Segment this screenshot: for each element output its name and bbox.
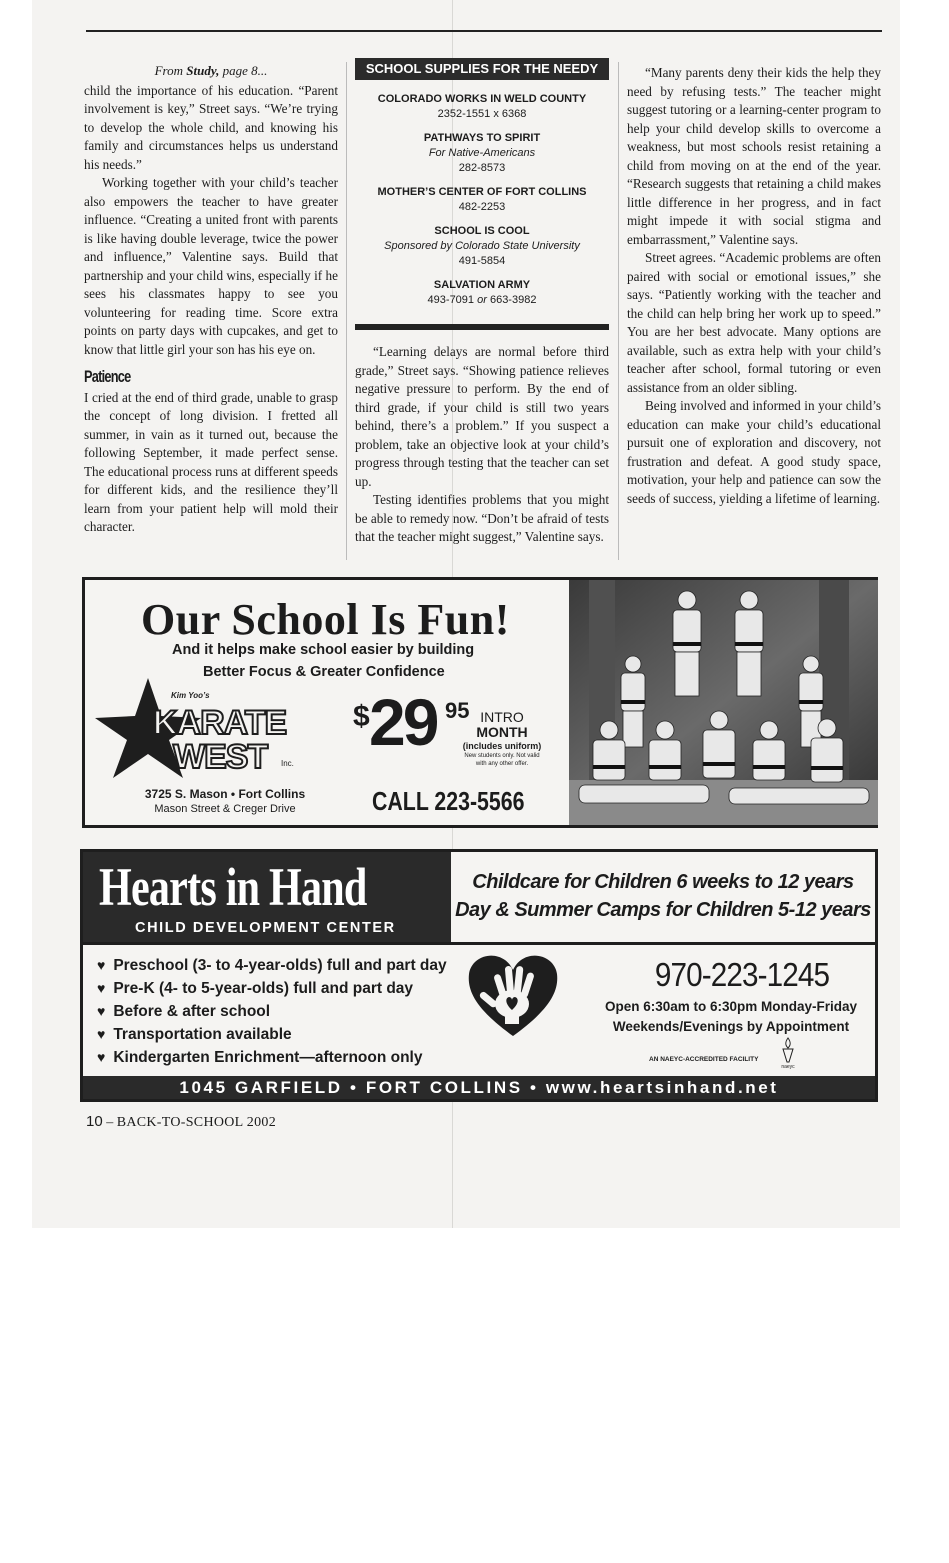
sidebar-entry-1 [355, 92, 609, 122]
sidebar-entry-note: Sponsored by Colorado State University [384, 240, 580, 252]
fine-print-2: with any other offer. [475, 761, 529, 767]
article-column-2 [355, 343, 609, 547]
article-column-3 [627, 64, 881, 508]
column2-paragraph-1: “Learning delays are normal before third grade,” Street says. “Showing patience relieves negative pressure to perform. By the end of third grade, if your child is still two years behind, there’s a problem.” If you suspect a problem, take an objective look at your child’s progress through testing that the teacher can set up. [355, 344, 609, 489]
price-dollars: 29 [369, 685, 437, 759]
column3-paragraph-1: “Many parents deny their kids the help they need by refusing tests.” The teacher might suggest tutoring or a learning-center program to help your child develop skills to overcome a weakness, but most schools resist retaining a child from moving on at the end of the year. “Research suggests that retaining a child makes little difference in her progress, and in fact might impede it with social stigma and embarrassment,” Valentine says. [627, 65, 881, 247]
price-cents: 95 [445, 698, 470, 723]
sidebar-entry-or: or [477, 294, 487, 306]
sidebar-entry-phone: 282-8573 [458, 162, 506, 174]
hearts-ad-phone: 970-223-1245 [654, 956, 830, 993]
hearts-ad-tagline: CHILD DEVELOPMENT CENTER [135, 920, 396, 936]
continued-prefix: From [154, 63, 183, 78]
karate-logo-owner: Kim Yoo’s [171, 691, 210, 700]
page-folio [86, 1113, 276, 1131]
price-dollar-sign: $ [353, 700, 370, 733]
folio-dash: – [106, 1115, 114, 1130]
heart-hand-icon [467, 952, 559, 1038]
hearts-in-hand-ad [80, 849, 878, 1102]
karate-ad-headline: Our School Is Fun! [141, 595, 510, 644]
sidebar-entry-name: COLORADO WORKS IN WELD COUNTY [377, 93, 587, 105]
sidebar-entry-phone: 491-5854 [458, 255, 506, 267]
naeyc-wordmark: naeyc [781, 1064, 795, 1070]
subhead-patience: Patience [84, 367, 131, 386]
hearts-ad-childcare-line-2: Day & Summer Camps for Children 5-12 years [455, 899, 871, 921]
sidebar-entry-name: SALVATION ARMY [433, 279, 531, 291]
column3-paragraph-2: Street agrees. “Academic problems are often paired with social or emotional issues,” she says. “Patiently working with the teacher and the child can help bring her work up to speed.” You are her best advocate. Many options are available, such as extra help with your child’s teacher after school, formal tutoring or even assistance from an older sibling. [627, 250, 881, 395]
fine-print-1: New students only. Not valid [464, 753, 540, 759]
column2-paragraph-2: Testing identifies problems that you might be able to remedy now. “Don’t be afraid of tests that the teacher might suggest,” Valentine says. [355, 492, 609, 544]
section-name: BACK-TO-SCHOOL 2002 [116, 1115, 277, 1130]
hearts-hours-line-1: Open 6:30am to 6:30pm Monday-Friday [604, 999, 858, 1014]
karate-logo-west: WEST [173, 738, 268, 776]
karate-logo-word: KARATE [153, 704, 287, 742]
sidebar-entry-phone: 2352-1551 x 6368 [437, 108, 527, 120]
intro-month-offer [457, 710, 547, 768]
list-item: ♥ Before & after school [97, 1000, 447, 1023]
karate-address-line-2: Mason Street & Creger Drive [154, 803, 296, 815]
list-item: ♥ Kindergarten Enrichment—afternoon only [97, 1046, 447, 1069]
karate-west-ad [82, 577, 878, 828]
karate-address-line-1: 3725 S. Mason • Fort Collins [144, 787, 306, 801]
karate-logo-inc: Inc. [281, 759, 294, 768]
hearts-ad-childcare-line-1: Childcare for Children 6 weeks to 12 years [472, 871, 854, 893]
hearts-ad-name: Hearts in Hand [99, 857, 367, 917]
column-divider-1 [346, 62, 347, 560]
continued-source: Study, [186, 63, 220, 78]
sidebar-bottom-rule [355, 324, 609, 330]
sidebar-entry-note: For Native-Americans [428, 147, 536, 159]
month-label: MONTH [476, 724, 528, 740]
karate-west-logo [93, 676, 333, 780]
sidebar-entry-phones [355, 293, 609, 308]
sidebar-entry-phone-2: 663-3982 [489, 294, 537, 306]
sidebar-entry-name: SCHOOL IS COOL [434, 225, 530, 237]
uniform-note: (includes uniform) [462, 741, 542, 751]
top-rule [86, 30, 882, 32]
list-item: ♥ Transportation available [97, 1023, 447, 1046]
naeyc-torch-icon [779, 1036, 797, 1070]
hearts-ad-name-box [83, 852, 451, 942]
school-supplies-sidebar [355, 58, 609, 308]
sidebar-entry-phone: 493-7091 [427, 294, 475, 306]
continued-page: page 8... [222, 63, 268, 78]
column1-paragraph-1: child the importance of his education. “Parent involvement is key,” Street says. “We’re trying to develop the whole child, and knowing his family and circumstances helps us understand his needs.” [84, 82, 338, 172]
column1-paragraph-3: I cried at the end of third grade, unable to grasp the concept of long division. I fretted all summer, in vain as it turned out, because the following September, it made perfect sense. The educational process runs at different speeds for different kids, and the resilience they’ll learn from your patient help will mold their character. [84, 389, 338, 534]
hearts-ad-childcare-box [451, 852, 875, 942]
karate-ad-call: CALL 223-5566 [372, 786, 525, 816]
karate-students-photo [569, 580, 878, 825]
hearts-ad-hours [595, 997, 867, 1037]
hearts-ad-services-list [97, 954, 447, 1069]
page-number: 10 [86, 1113, 103, 1130]
hearts-ad-address-band: 1045 GARFIELD • FORT COLLINS • www.heartsinhand.net [83, 1076, 875, 1099]
hearts-hours-line-2: Weekends/Evenings by Appointment [612, 1019, 850, 1034]
sidebar-entry-name: PATHWAYS TO SPIRIT [423, 132, 541, 144]
karate-ad-address [135, 787, 315, 817]
sidebar-entry-3 [355, 185, 609, 215]
article-column-1 [84, 62, 338, 537]
sidebar-entry-4 [355, 224, 609, 269]
list-item: ♥ Preschool (3- to 4-year-olds) full and part day [97, 954, 447, 977]
sidebar-entry-name: MOTHER’S CENTER OF FORT COLLINS [377, 186, 587, 198]
intro-label: INTRO [480, 709, 524, 725]
sidebar-entry-5 [355, 278, 609, 308]
karate-ad-subline-2: Better Focus & Greater Confidence [203, 664, 445, 680]
sidebar-entry-phone: 482-2253 [458, 201, 506, 213]
sidebar-title: SCHOOL SUPPLIES FOR THE NEEDY [355, 58, 609, 80]
column-divider-2 [618, 62, 619, 560]
hearts-ad-divider [83, 942, 875, 945]
karate-ad-subline-1: And it helps make school easier by building [172, 642, 475, 658]
column3-paragraph-3: Being involved and informed in your child’s education can make your child’s educational pursuit one of exploration and discovery, not frustration and defeat. A good study space, motivation, your help and patience can sow the seeds of success, yielding a lifetime of learning. [627, 398, 881, 506]
list-item: ♥ Pre-K (4- to 5-year-olds) full and part day [97, 977, 447, 1000]
sidebar-entry-2 [355, 131, 609, 176]
column1-paragraph-2: Working together with your child’s teacher also empowers the teacher to have greater influence. “Creating a united front with parents is like having double leverage, twice the power and influence,” Valentine says. Build that partnership and your child wins, especially if he sees his classmates happy to see you volunteering for reading time. Score extra points on party days with cupcakes, and get to know that little girl your son has his eye on. [84, 175, 338, 357]
continued-from-line [84, 62, 338, 81]
naeyc-accreditation: AN NAEYC-ACCREDITED FACILITY [649, 1056, 759, 1063]
